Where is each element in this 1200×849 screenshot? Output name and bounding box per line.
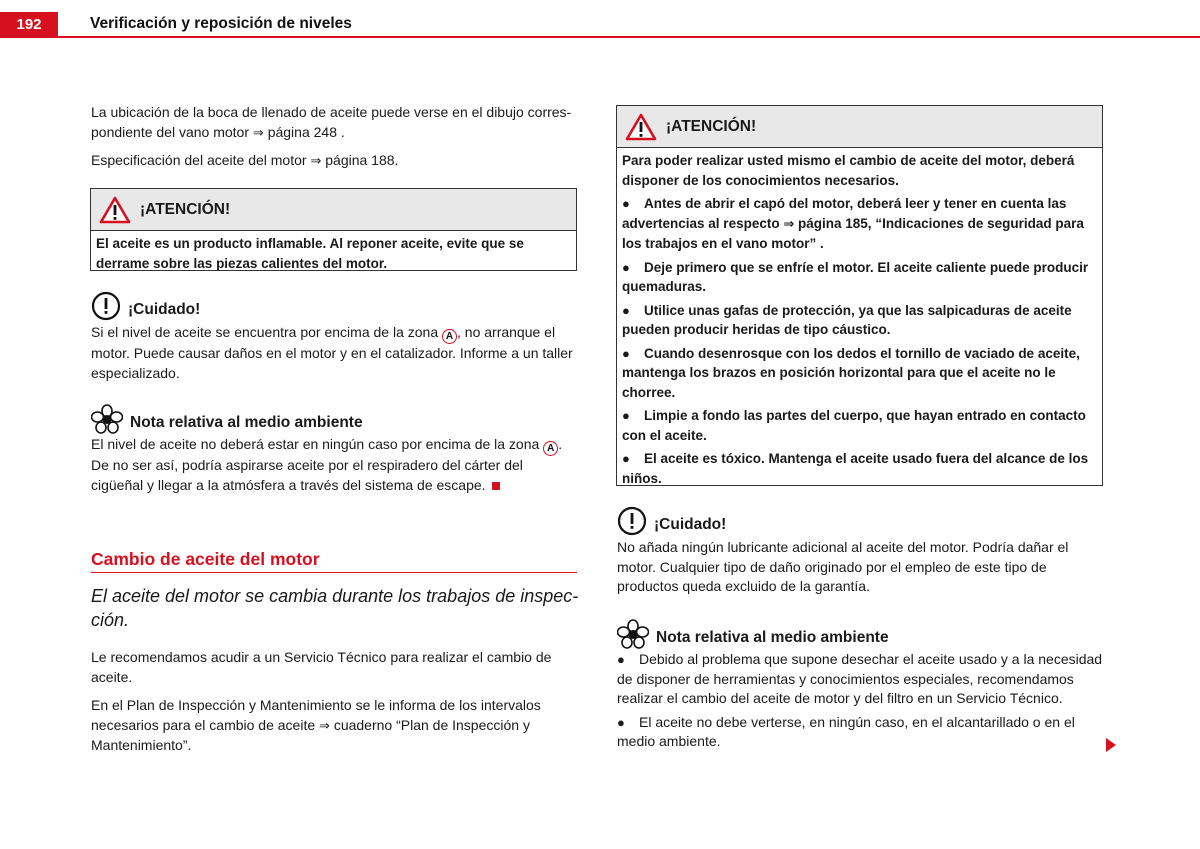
- bullet-icon: ●: [622, 259, 630, 275]
- warning-title: ¡ATENCIÓN!: [140, 200, 231, 218]
- environment-text-part: . De no ser así, podría aspirarse aceite por el respiradero del cárter del cigüeñal y llegar a la atmósfera a través del sistema de escape.: [91, 436, 563, 493]
- caution-header: [617, 506, 1103, 536]
- zone-a-marker: A: [543, 441, 558, 456]
- caution-block-left: [91, 291, 577, 383]
- oil-filler-paragraph: [91, 103, 579, 143]
- caution-text: [91, 323, 577, 383]
- flower-icon: [617, 619, 649, 649]
- section-title: Cambio de aceite del motor: [91, 549, 320, 569]
- ref-arrow-icon: ⇒: [252, 125, 264, 141]
- caution-text: No añada ningún lubricante adicional al aceite del motor. Podría dañar el motor. Cualquier tipo de daño originado por el empleo de este tipo de productos queda excluido de la garantía.: [617, 539, 1069, 594]
- warning-text: El aceite es un producto inflamable. Al reponer aceite, evite que se derrame sobre las piezas calientes del motor.: [96, 236, 524, 271]
- inspection-plan-paragraph: [91, 696, 577, 756]
- bullet-icon: ●: [617, 652, 625, 667]
- warning-title: ¡ATENCIÓN!: [666, 117, 757, 135]
- bullet-icon: ●: [622, 408, 630, 423]
- warning-item-text: Utilice unas gafas de protección, ya que las salpicaduras de aceite pueden producir heridas de tipo cáustico.: [622, 302, 1072, 337]
- zone-a-marker: A: [442, 329, 457, 344]
- warning-content: [617, 148, 1102, 492]
- section-rule: [91, 572, 577, 573]
- service-recommendation: Le recomendamos acudir a un Servicio Técnico para realizar el cambio de aceite.: [91, 649, 552, 685]
- page-number: 192: [0, 12, 58, 38]
- page-ref-link[interactable]: página 188.: [325, 152, 399, 168]
- warning-lead: Para poder realizar usted mismo el cambio de aceite del motor, deberá disponer de los conocimientos necesarios.: [622, 153, 1075, 188]
- warning-triangle-icon: [99, 196, 131, 224]
- warning-item: [622, 406, 1097, 445]
- section-intro: El aceite del motor se cambia durante los trabajos de inspec-ción.: [91, 586, 579, 630]
- section-end-marker: [492, 482, 500, 490]
- page-ref-link[interactable]: página 248 .: [267, 123, 345, 140]
- environment-item-text: El aceite no debe verterse, en ningún caso, en el alcantarillado o en el medio ambiente.: [617, 713, 1075, 749]
- bullet-icon: ●: [622, 345, 630, 361]
- warning-item-text: El aceite es tóxico. Mantenga el aceite usado fuera del alcance de los niños.: [622, 451, 1089, 486]
- caution-header: [91, 291, 577, 321]
- environment-header: [617, 619, 1103, 649]
- ref-arrow-icon: ⇒: [783, 216, 795, 232]
- warning-box-oil-change: [616, 105, 1103, 486]
- warning-item: [622, 301, 1097, 340]
- caution-block-right: [617, 506, 1103, 597]
- oil-filler-text: La ubicación de la boca de llenado de aceite puede verse en el dibujo corres-pondiente del vano motor: [91, 104, 572, 140]
- environment-title: Nota relativa al medio ambiente: [656, 629, 889, 646]
- caution-exclamation-icon: [617, 506, 647, 536]
- header-rule: [58, 36, 1200, 38]
- warning-header: [617, 106, 1102, 148]
- warning-box-flammable: [90, 188, 577, 271]
- oil-spec-paragraph: [91, 151, 577, 172]
- ref-arrow-icon: ⇒: [319, 718, 330, 734]
- environment-item: [617, 713, 1103, 752]
- bullet-icon: ●: [622, 196, 630, 211]
- environment-item: [617, 650, 1103, 709]
- warning-item-text: Limpie a fondo las partes del cuerpo, que hayan entrado en contacto con el aceite.: [622, 408, 1086, 443]
- oil-spec-text: Especificación del aceite del motor: [91, 152, 307, 168]
- environment-title: Nota relativa al medio ambiente: [130, 414, 363, 431]
- bullet-icon: ●: [622, 302, 630, 318]
- caution-title: ¡Cuidado!: [654, 516, 727, 533]
- environment-item-text: Debido al problema que supone desechar el aceite usado y a la necesidad de disponer de herramientas y conocimientos especiales, recomendamos realizar el cambio del aceite de motor y del filtro en un Servicio Técnico.: [617, 651, 1103, 706]
- bullet-icon: ●: [617, 714, 625, 730]
- safety-ref-link[interactable]: página 185, “Indicaciones de seguridad para los trabajos en el vano motor” .: [622, 215, 1084, 251]
- caution-text-part: Si el nivel de aceite se encuentra por encima de la zona: [91, 324, 439, 340]
- environment-note-left: [91, 404, 577, 495]
- environment-text: [91, 435, 577, 495]
- caution-title: ¡Cuidado!: [128, 301, 201, 318]
- environment-text-part: El nivel de aceite no deberá estar en ningún caso por encima de la zona: [91, 436, 540, 452]
- environment-note-right: [617, 619, 1103, 752]
- warning-item: [622, 344, 1097, 403]
- warning-item: [622, 194, 1097, 254]
- chapter-title: Verificación y reposición de niveles: [90, 15, 352, 32]
- warning-header: [91, 189, 576, 231]
- page-header: [0, 0, 1200, 38]
- flower-icon: [91, 404, 123, 434]
- booklet-ref-link[interactable]: cuaderno “Plan de Inspección y Mantenimiento”.: [91, 716, 530, 753]
- warning-item: [622, 258, 1097, 297]
- next-page-arrow-icon[interactable]: [1106, 738, 1116, 752]
- bullet-icon: ●: [622, 451, 630, 466]
- inspection-plan-text: En el Plan de Inspección y Mantenimiento se le informa de los intervalos necesarios para el cambio de aceite: [91, 697, 541, 733]
- warning-triangle-icon: [625, 113, 657, 141]
- ref-arrow-icon: ⇒: [310, 154, 322, 169]
- warning-item-text: Deje primero que se enfríe el motor. El aceite caliente puede producir quemaduras.: [622, 259, 1089, 294]
- caution-text-part: , no arranque el motor. Puede causar daños en el motor y en el catalizador. Informe a un taller especializado.: [91, 324, 573, 381]
- warning-item-text: Antes de abrir el capó del motor, deberá leer y tener en cuenta las advertencias al respecto: [622, 196, 1067, 231]
- caution-exclamation-icon: [91, 291, 121, 321]
- environment-header: [91, 404, 577, 434]
- warning-item-text: Cuando desenrosque con los dedos el tornillo de vaciado de aceite, mantenga los brazos en posición horizontal para que el aceite no le chorree.: [622, 345, 1080, 400]
- warning-item: [622, 449, 1097, 488]
